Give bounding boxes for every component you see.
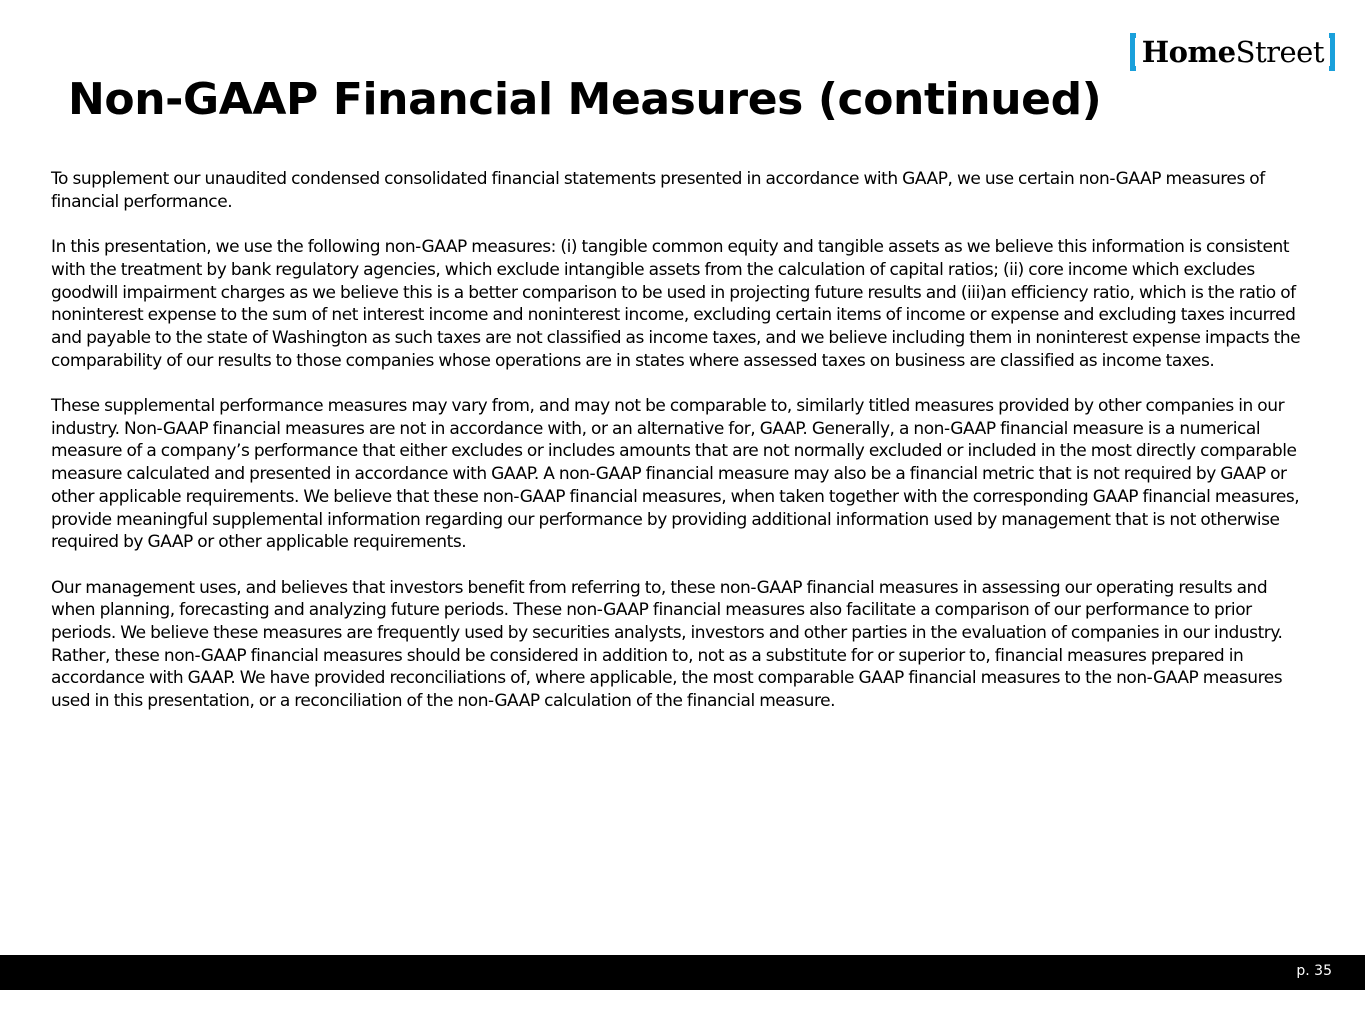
paragraph-comparability: These supplemental performance measures may vary from, and may not be comparable to, similarly titled measures provided by other companies in our industry. Non-GAAP financial measures are not in accordance with, or an alternative for, GAAP. Generally, a non-GAAP financial measure is a numerical measure of a company’s performance that either excludes or includes amounts that are not normally excluded or included in the most directly comparable measure calculated and presented in accordance with GAAP. A non-GAAP financial measure may also be a financial metric that is not required by GAAP or other applicable requirements. We believe that these non-GAAP financial measures, when taken together with the corresponding GAAP financial measures, provide meaningful supplemental information regarding our performance by providing additional information used by management that is not otherwise required by GAAP or other applicable requirements. [51, 396, 1300, 553]
logo-brand-home: Home [1141, 35, 1236, 69]
logo-brand-street: Street [1235, 35, 1324, 69]
page-title: Non-GAAP Financial Measures (continued) [68, 74, 1102, 125]
body-text [51, 168, 1307, 736]
logo-right-bracket [1329, 33, 1335, 71]
paragraph-measures-used: In this presentation, we use the following non-GAAP measures: (i) tangible common equity and tangible assets as we believe this information is consistent with the treatment by bank regulatory agencies, which exclude intangible assets from the calculation of capital ratios; (ii) core income which excludes goodwill impairment charges as we believe this is a better comparison to be used in projecting future results and (iii)an efficiency ratio, which is the ratio of noninterest expense to the sum of net interest income and noninterest income, excluding certain items of income or expense and excluding taxes incurred and payable to the state of Washington as such taxes are not classified as income taxes, and we believe including them in noninterest expense impacts the comparability of our results to those companies whose operations are in states where assessed taxes on business are classified as income taxes. [51, 237, 1301, 371]
logo-left-bracket [1130, 33, 1136, 71]
footer-bar [0, 955, 1365, 990]
paragraph-management-use: Our management uses, and believes that investors benefit from referring to, these non-GAAP financial measures in assessing our operating results and when planning, forecasting and analyzing future periods. These non-GAAP financial measures also facilitate a comparison of our performance to prior periods. We believe these measures are frequently used by securities analysts, investors and other parties in the evaluation of companies in our industry. Rather, these non-GAAP financial measures should be considered in addition to, not as a substitute for or superior to, financial measures prepared in accordance with GAAP. We have provided reconciliations of, where applicable, the most comparable GAAP financial measures to the non-GAAP measures used in this presentation, or a reconciliation of the non-GAAP calculation of the financial measure. [51, 577, 1283, 712]
homestreet-logo [1130, 30, 1335, 74]
paragraph-intro: To supplement our unaudited condensed consolidated financial statements presented in accordance with GAAP, we use certain non-GAAP measures of financial performance. [51, 169, 1265, 212]
page-number: p. 35 [1296, 963, 1332, 979]
